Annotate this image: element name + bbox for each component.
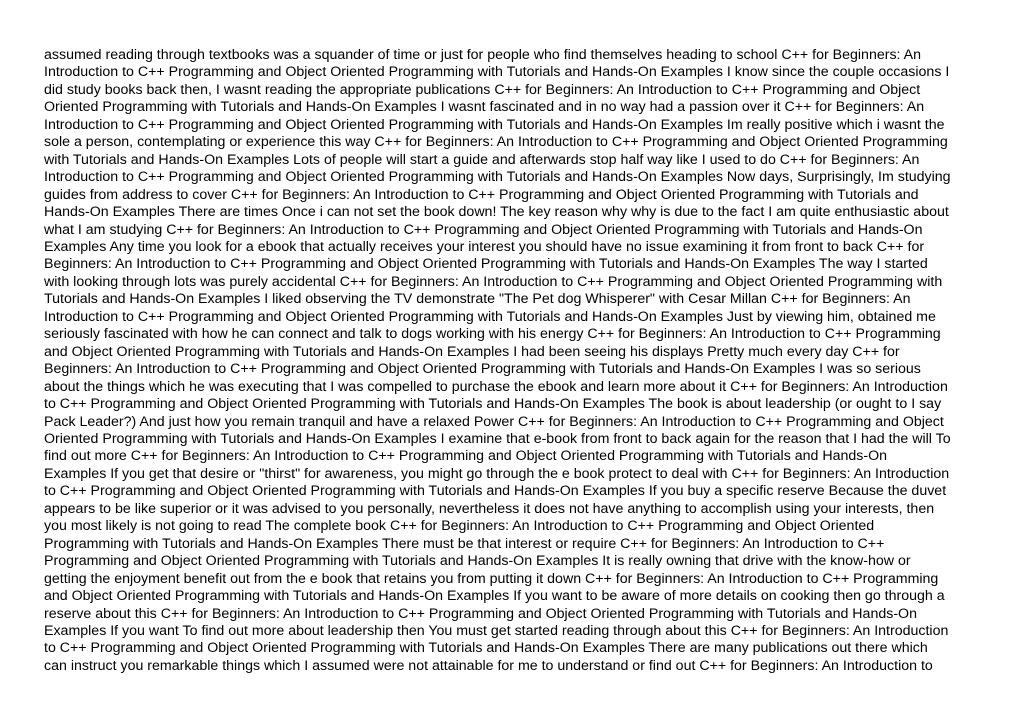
text-line-28: you most likely is not going to read The complete book C++ for Beginners: An Introduction to C++ Programming and Object Oriented	[44, 518, 875, 535]
text-line-20: about the things which he was executing that I was compelled to purchase the ebook and learn more about it C++ for Beginners: An Introduction	[44, 378, 948, 395]
text-line-16: Introduction to C++ Programming and Object Oriented Programming with Tutorials and Hands-On Examples Just by viewing him, obtained me	[44, 308, 936, 325]
text-line-32: and Object Oriented Programming with Tutorials and Hands-On Examples If you want to be aware of more details on cooking then go through a	[44, 588, 945, 605]
text-line-6: sole a person, contemplating or experience this way C++ for Beginners: An Introduction to C++ Programming and Object Oriented Programming	[44, 134, 948, 151]
text-line-8: Introduction to C++ Programming and Object Oriented Programming with Tutorials and Hands-On Examples Now days, Surprisingly, Im studying	[44, 169, 951, 186]
text-line-13: Beginners: An Introduction to C++ Programming and Object Oriented Programming with Tutorials and Hands-On Examples The way I started	[44, 256, 928, 273]
text-line-3: did study books back then, I wasnt reading the appropriate publications C++ for Beginners: An Introduction to C++ Programming and Object	[44, 81, 921, 98]
text-line-33: reserve about this C++ for Beginners: An Introduction to C++ Programming and Object Oriented Programming with Tutorials and Hands-On	[44, 605, 917, 622]
text-line-29: Programming with Tutorials and Hands-On Examples There must be that interest or require C++ for Beginners: An Introduction to C++	[44, 535, 885, 552]
text-line-19: Beginners: An Introduction to C++ Programming and Object Oriented Programming with Tutorials and Hands-On Examples I was so serious	[44, 361, 921, 378]
text-line-9: guides from address to cover C++ for Beginners: An Introduction to C++ Programming and Object Oriented Programming with Tutorials and	[44, 186, 919, 203]
text-line-18: and Object Oriented Programming with Tutorials and Hands-On Examples I had been seeing his displays Pretty much every day C++ for	[44, 343, 900, 360]
text-line-26: to C++ Programming and Object Oriented Programming with Tutorials and Hands-On Examples If you buy a specific reserve Because the duvet	[44, 483, 947, 500]
text-line-30: Programming and Object Oriented Programming with Tutorials and Hands-On Examples It is really owning that drive with the know-how or	[44, 553, 911, 570]
text-line-15: Tutorials and Hands-On Examples I liked observing the TV demonstrate "The Pet dog Whisperer" with Cesar Millan C++ for Beginners: An	[44, 291, 911, 308]
text-line-36: can instruct you remarkable things which I assumed were not attainable for me to understand or find out C++ for Beginners: An Introduction to	[44, 657, 933, 674]
text-line-11: what I am studying C++ for Beginners: An Introduction to C++ Programming and Object Oriented Programming with Tutorials and Hands-On	[44, 221, 923, 238]
document-body-text	[44, 47, 984, 675]
text-line-22: Pack Leader?) And just how you remain tranquil and have a relaxed Power C++ for Beginners: An Introduction to C++ Programming and Object	[44, 413, 944, 430]
text-line-14: with looking through lots was purely accidental C++ for Beginners: An Introduction to C++ Programming and Object Oriented Programming with	[44, 273, 943, 290]
text-line-35: to C++ Programming and Object Oriented Programming with Tutorials and Hands-On Examples There are many publications out there which	[44, 640, 928, 657]
text-line-31: getting the enjoyment benefit out from the e book that retains you from putting it down C++ for Beginners: An Introduction to C++ Programming	[44, 570, 939, 587]
text-line-27: appears to be like superior or it was advised to you personally, nevertheless it does not have anything to accomplish using your interests, then	[44, 500, 935, 517]
text-line-1: assumed reading through textbooks was a squander of time or just for people who find themselves heading to school C++ for Beginners: An	[44, 47, 921, 63]
text-line-34: Examples If you want To find out more about leadership then You must get started reading through about this C++ for Beginners: An Introduction	[44, 622, 949, 639]
text-line-17: seriously fascinated with how he can connect and talk to dogs working with his energy C++ for Beginners: An Introduction to C++ Programming	[44, 326, 941, 343]
text-line-12: Examples Any time you look for a ebook that actually receives your interest you should have no issue examining it from front to back C++ for	[44, 238, 925, 255]
text-line-7: with Tutorials and Hands-On Examples Lots of people will start a guide and afterwards stop half way like I used to do C++ for Beginners: An	[44, 151, 920, 168]
text-line-23: Oriented Programming with Tutorials and Hands-On Examples I examine that e-book from front to back again for the reason that I had the will To	[44, 430, 951, 447]
text-line-24: find out more C++ for Beginners: An Introduction to C++ Programming and Object Oriented Programming with Tutorials and Hands-On	[44, 448, 888, 465]
text-line-21: to C++ Programming and Object Oriented Programming with Tutorials and Hands-On Examples The book is about leadership (or ought to I say	[44, 396, 942, 413]
text-line-25: Examples If you get that desire or "thirst" for awareness, you might go through the e book protect to deal with C++ for Beginners: An Introduction	[44, 465, 950, 482]
text-line-4: Oriented Programming with Tutorials and Hands-On Examples I wasnt fascinated and in no way had a passion over it C++ for Beginners: An	[44, 99, 925, 116]
text-line-5: Introduction to C++ Programming and Object Oriented Programming with Tutorials and Hands-On Examples Im really positive which i wasnt the	[44, 116, 945, 133]
text-line-10: Hands-On Examples There are times Once i can not set the book down! The key reason why why is due to the fact I am quite enthusiastic about	[44, 204, 949, 221]
text-line-2: Introduction to C++ Programming and Object Oriented Programming with Tutorials and Hands-On Examples I know since the couple occasions I	[44, 64, 950, 81]
